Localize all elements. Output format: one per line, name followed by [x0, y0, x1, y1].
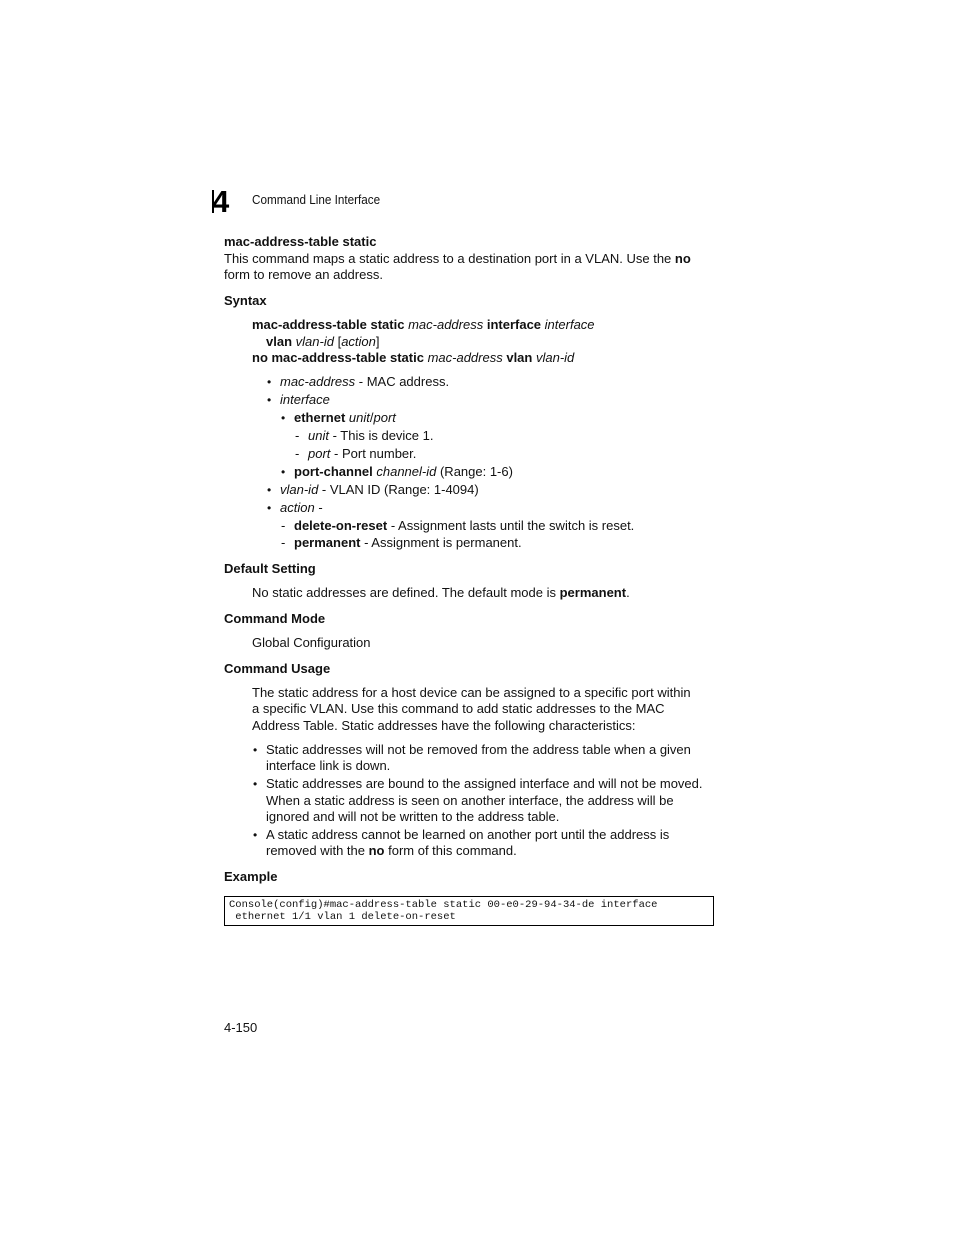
usage-bullet-line: Static addresses will not be removed from the address table when a given [266, 742, 691, 757]
param-unit [308, 428, 434, 444]
param-desc: (Range: 1-6) [436, 464, 513, 479]
param-name: interface [280, 392, 330, 407]
syntax-arg: mac-address [427, 350, 503, 365]
param-port [308, 446, 416, 462]
bullet-icon: • [253, 777, 258, 791]
syntax-heading: Syntax [224, 293, 267, 308]
usage-paragraph-line: The static address for a host device can be assigned to a specific port within [252, 685, 691, 700]
syntax-line-1 [252, 317, 595, 333]
bullet-icon: • [267, 483, 272, 497]
dash-icon: - [295, 446, 300, 461]
usage-text: removed with the [266, 843, 369, 858]
syntax-bracket: ] [375, 334, 380, 349]
param-keyword: port-channel [294, 464, 373, 479]
param-name: action [280, 500, 315, 515]
command-usage-heading: Command Usage [224, 661, 331, 676]
usage-bullet-line: When a static address is seen on another interface, the address will be [266, 793, 674, 808]
param-arg: channel-id [376, 464, 437, 479]
default-setting-heading: Default Setting [224, 561, 316, 576]
dash-icon: - [295, 428, 300, 443]
usage-bullet-line [266, 843, 517, 859]
syntax-keyword: vlan [506, 350, 533, 365]
usage-bullet-line: A static address cannot be learned on another port until the address is [266, 827, 670, 842]
description-text: This command maps a static address to a destination port in a VLAN. Use the [224, 251, 675, 266]
usage-bullet-line: interface link is down. [266, 758, 391, 773]
dash-icon: - [281, 535, 286, 550]
code-line: Console(config)#mac-address-table static 00-e0-29-94-34-de interface [229, 899, 658, 911]
param-delete-on-reset [294, 518, 634, 534]
command-description-line-1 [224, 251, 691, 267]
bullet-icon: • [253, 828, 258, 842]
bullet-icon: • [267, 501, 272, 515]
code-line: ethernet 1/1 vlan 1 delete-on-reset [229, 911, 456, 923]
bullet-icon: • [267, 375, 272, 389]
param-name: unit [308, 428, 329, 443]
param-keyword: delete-on-reset [294, 518, 388, 533]
bullet-icon: • [253, 743, 258, 757]
syntax-arg: vlan-id [535, 350, 575, 365]
syntax-arg: mac-address [408, 317, 484, 332]
syntax-arg: vlan-id [295, 334, 334, 349]
param-desc: - [314, 500, 323, 515]
command-description-line-2: form to remove an address. [224, 267, 383, 282]
command-mode-heading: Command Mode [224, 611, 326, 626]
param-desc: - Port number. [330, 446, 417, 461]
usage-no-keyword: no [368, 843, 385, 858]
syntax-bracket: [ [337, 334, 342, 349]
bullet-icon: • [267, 393, 272, 407]
usage-bullet-line: Static addresses are bound to the assigned interface and will not be moved. [266, 776, 703, 791]
param-interface [280, 392, 330, 408]
usage-paragraph-line: a specific VLAN. Use this command to add static addresses to the MAC [252, 701, 665, 716]
param-desc: - MAC address. [355, 374, 450, 389]
syntax-keyword: vlan [266, 334, 293, 349]
param-permanent [294, 535, 522, 551]
default-end: . [626, 585, 630, 600]
param-name: port [308, 446, 331, 461]
param-action [280, 500, 323, 516]
default-text: No static addresses are defined. The default mode is [252, 585, 560, 600]
usage-bullet-line: ignored and will not be written to the address table. [266, 809, 560, 824]
bullet-icon: • [281, 411, 286, 425]
chapter-title: Command Line Interface [252, 192, 381, 207]
param-name: mac-address [280, 374, 356, 389]
command-mode-text: Global Configuration [252, 635, 371, 650]
param-port-channel [294, 464, 513, 480]
param-desc: - VLAN ID (Range: 1-4094) [318, 482, 479, 497]
usage-paragraph-line: Address Table. Static addresses have the following characteristics: [252, 718, 636, 733]
syntax-command: no mac-address-table static [252, 350, 424, 365]
chapter-number: 4 [212, 184, 230, 219]
param-vlan-id [280, 482, 479, 498]
bullet-icon: • [281, 465, 286, 479]
page-number: 4-150 [224, 1020, 258, 1035]
param-sep: / [369, 410, 374, 425]
dash-icon: - [281, 518, 286, 533]
default-setting-text [252, 585, 630, 601]
param-desc: - Assignment is permanent. [360, 535, 522, 550]
syntax-arg: action [341, 334, 376, 349]
syntax-line-3 [252, 350, 574, 366]
param-arg: port [373, 410, 396, 425]
default-bold: permanent [559, 585, 627, 600]
syntax-arg: interface [544, 317, 595, 332]
param-ethernet [294, 410, 396, 426]
syntax-command: mac-address-table static [252, 317, 405, 332]
description-no-keyword: no [674, 251, 691, 266]
param-name: vlan-id [280, 482, 319, 497]
example-heading: Example [224, 869, 278, 884]
param-keyword: permanent [294, 535, 361, 550]
syntax-line-2 [266, 334, 380, 350]
command-title: mac-address-table static [224, 234, 377, 249]
param-desc: - Assignment lasts until the switch is reset. [387, 518, 635, 533]
param-arg: unit [348, 410, 370, 425]
param-keyword: ethernet [294, 410, 346, 425]
syntax-keyword: interface [486, 317, 542, 332]
usage-text: form of this command. [384, 843, 517, 858]
param-desc: - This is device 1. [328, 428, 434, 443]
param-mac-address [280, 374, 449, 390]
